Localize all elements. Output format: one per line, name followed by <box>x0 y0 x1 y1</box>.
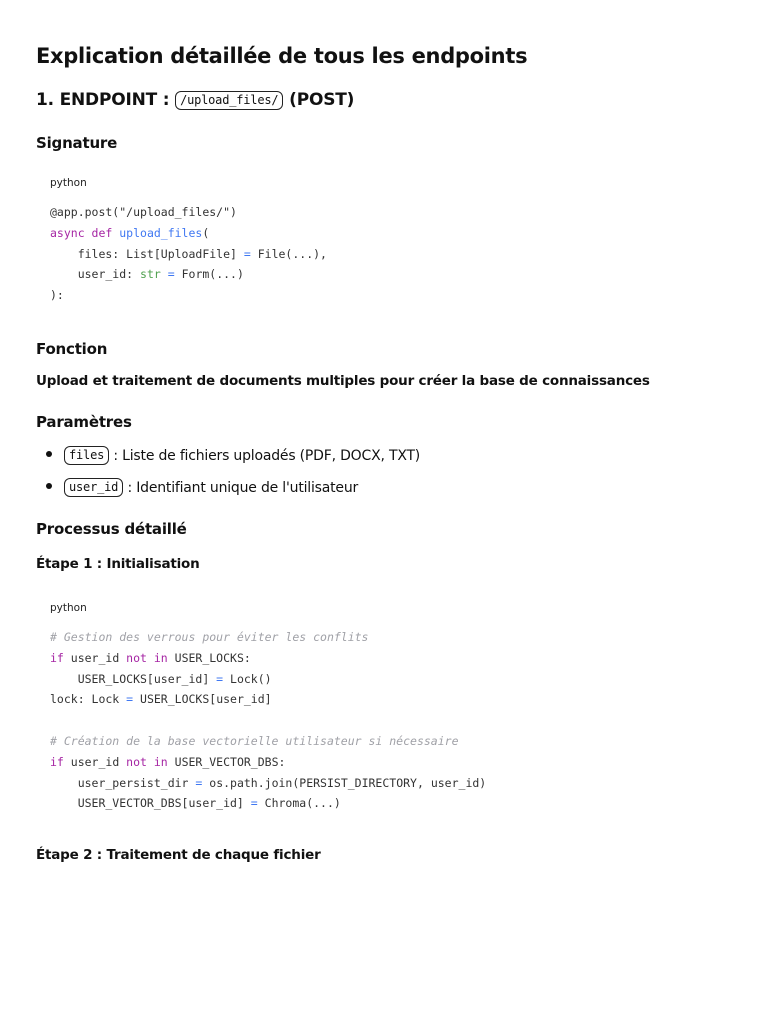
param-text-files: : Liste de fichiers uploadés (PDF, DOCX, TXT) <box>109 448 421 464</box>
code-line: async def upload_files( <box>50 225 210 240</box>
parametres-heading: Paramètres <box>36 413 132 431</box>
endpoint-path-code: /upload_files/ <box>175 91 283 110</box>
param-item-files <box>46 446 420 465</box>
processus-heading: Processus détaillé <box>36 520 187 538</box>
signature-code-lang: python <box>50 177 87 189</box>
code-comment: # Gestion des verrous pour éviter les conflits <box>50 630 369 644</box>
code-comment: # Création de la base vectorielle utilisateur si nécessaire <box>50 733 459 748</box>
endpoint-prefix: 1. ENDPOINT : <box>36 90 176 110</box>
fonction-description: Upload et traitement de documents multiples pour créer la base de connaissances <box>36 373 650 389</box>
code-line: USER_VECTOR_DBS[user_id] = Chroma(...) <box>50 796 341 811</box>
code-line: user_persist_dir = os.path.join(PERSIST_DIRECTORY, user_id) <box>50 775 487 790</box>
signature-heading: Signature <box>36 134 118 152</box>
code-line: @app.post("/upload_files/") <box>50 205 237 219</box>
code-line: lock: Lock = USER_LOCKS[user_id] <box>50 692 272 707</box>
bullet-dot-icon <box>46 483 52 489</box>
param-code-user-id: user_id <box>64 478 123 497</box>
fonction-heading: Fonction <box>36 340 108 358</box>
endpoint-heading <box>36 90 354 110</box>
param-code-files: files <box>64 446 109 465</box>
step1-code-lang: python <box>50 602 87 614</box>
param-item-user-id <box>46 478 358 497</box>
param-text-user-id: : Identifiant unique de l'utilisateur <box>123 480 359 496</box>
step1-heading: Étape 1 : Initialisation <box>36 556 200 572</box>
step1-code-block <box>50 627 486 814</box>
code-line: if user_id not in USER_VECTOR_DBS: <box>50 754 286 769</box>
page-title: Explication détaillée de tous les endpoints <box>36 44 528 68</box>
code-line: ): <box>50 288 64 303</box>
code-line: files: List[UploadFile] = File(...), <box>50 246 327 261</box>
step2-heading: Étape 2 : Traitement de chaque fichier <box>36 847 321 863</box>
signature-code-block <box>50 202 327 306</box>
bullet-dot-icon <box>46 451 52 457</box>
code-line: if user_id not in USER_LOCKS: <box>50 650 251 665</box>
endpoint-method: (POST) <box>289 90 355 110</box>
code-line: user_id: str = Form(...) <box>50 267 244 282</box>
code-line: USER_LOCKS[user_id] = Lock() <box>50 671 272 686</box>
